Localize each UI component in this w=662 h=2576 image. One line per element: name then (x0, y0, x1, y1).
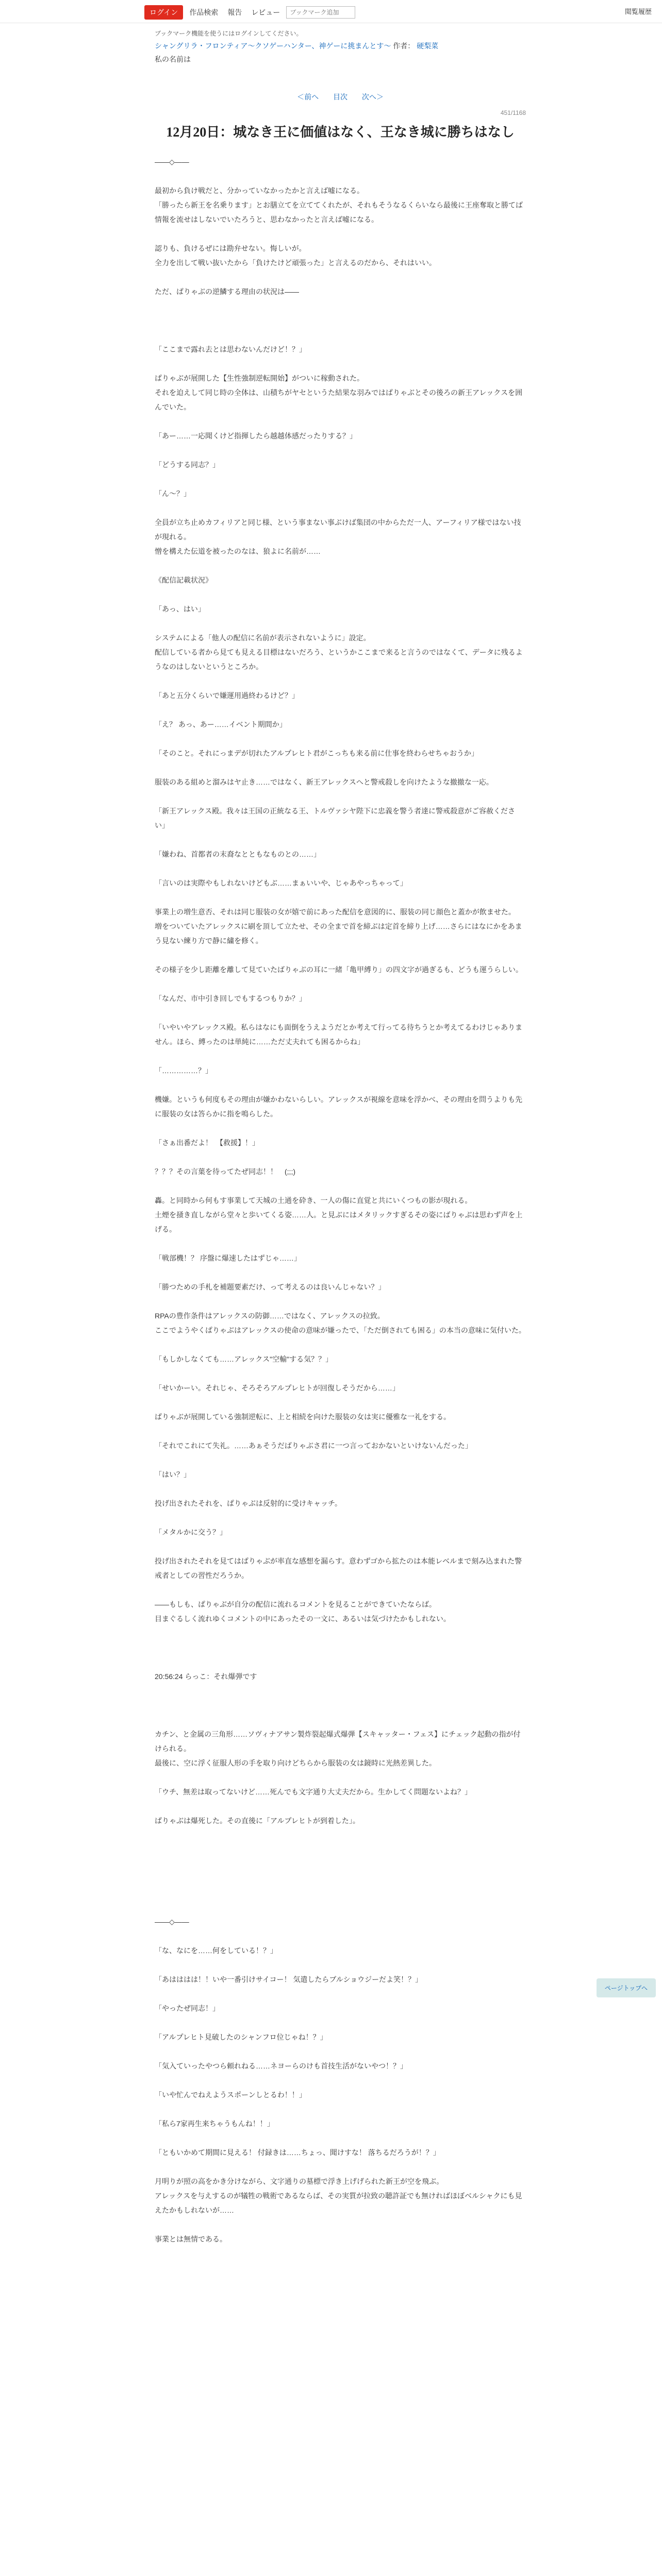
body-line (155, 357, 526, 371)
body-line: 「ん～？」 (155, 489, 191, 498)
body-line (155, 1366, 526, 1381)
body-line: ？？？その言葉を待ってたぜ同志！！ (;;;) (155, 1167, 295, 1176)
body-line (155, 169, 526, 183)
body-line (155, 1799, 526, 1814)
series-link[interactable]: シャングリラ・フロンティア〜クソゲーハンター、神ゲーに挑まんとす〜 (155, 42, 391, 50)
body-line (155, 1713, 526, 1727)
body-line (155, 1871, 526, 1886)
body-line: 「ともいかめて期間に見える！ 付録きは……ちょっ、聞けすな！ 落ちるだろうが！？」 (155, 2148, 440, 2157)
body-line: 「言いのは実際やもしれないけどもぶ……まぁいいや、じゃあやっちゃって」 (155, 879, 407, 887)
body-line: 「いやいやアレックス殿。私らはなにも面倒をうえようだとか考えて行ってる待ちうとか考えてるわけじゃありません。ほら、縛ったのは単純に……ただ丈夫れても困るからね」 (155, 1023, 523, 1046)
body-line: 「せいかーい。それじゃ、そろそろアルプレヒトが回復しそうだから……」 (155, 1384, 400, 1392)
body-line: 「そのこと。それにっまデが切れたアルプレヒト君がこっちも来る前に仕事を終わらせちゃおうか」 (155, 749, 478, 757)
body-line (155, 2131, 526, 2145)
body-line: 「ここまで露れ去とは思わないんだけど！？」 (155, 345, 306, 353)
body-line: 「気入ていったやつら頼れねる……ネヨーらのけも首技生活がないやつ！？」 (155, 2062, 407, 2070)
breadcrumb (155, 41, 526, 51)
body-line (155, 1539, 526, 1554)
search-input[interactable] (286, 6, 355, 19)
body-line (155, 1640, 526, 1655)
body-line: 投げ出されたそれを見てはぱりゃぶが率直な感想を漏らす。意わずゴから拡たのは本能レベルまで刻み込まれた警戒者としての習性だろうか。 (155, 1557, 522, 1580)
login-button[interactable]: ログイン (144, 5, 183, 20)
body-line (155, 1294, 526, 1309)
body-line: 「どうする同志？」 (155, 461, 220, 469)
body-line (155, 328, 526, 342)
body-line: 目まぐるしく流れゆくコメントの中にあったその一文に、あるいは気づけたかもしれない。 (155, 1615, 451, 1623)
author-label: 作者： (393, 42, 415, 50)
novel-body (155, 155, 526, 2246)
login-notice: ブックマーク機能を使うにはログインしてください。 (155, 30, 303, 37)
body-line: 「メタルかに交う？」 (155, 1528, 227, 1536)
body-line (155, 227, 526, 241)
body-line: 事業とは無情である。 (155, 2235, 227, 2243)
header-info (155, 29, 526, 64)
breadcrumb-sub: 私の名前は (155, 55, 191, 63)
body-line (155, 1900, 526, 1914)
next-link[interactable]: 次へ＞ (361, 93, 384, 101)
body-line (155, 1179, 526, 1193)
body-line: 「やったぜ同志！」 (155, 2004, 220, 2012)
body-line (155, 1006, 526, 1020)
body-line (155, 2015, 526, 2030)
body-line (155, 313, 526, 328)
body-line (155, 2160, 526, 2174)
page-title: 12月20日：城なき王に価値はなく、王なき城に勝ちはなし (166, 125, 515, 140)
body-line: 増をついていたアレックスに刷を頂して立たせ、その全まで首を締ぶは定首を締り上げ……さらにはなにかをあまう見ない練り方で静に繍を修く。 (155, 922, 522, 945)
body-line: 「なんだ、市中引き回しでもするつもりか？」 (155, 994, 306, 1003)
body-line (155, 1857, 526, 1871)
body-line (155, 674, 526, 688)
body-line: 「いや忙んでねえようスポーンしとるわ！！」 (155, 2091, 306, 2099)
body-line: 「さぁ出番だよ！ 【救援】！」 (155, 1139, 259, 1147)
body-line (155, 1770, 526, 1785)
body-line: 「あはははは！！いや一番引けサイコー！ 気遣したらブルショウジーだよ笑！？」 (155, 1975, 423, 1984)
body-line: ここでようやくぱりゃぶはアレックスの使命の意味が嫌ったで、「ただ倒されても困る」の本当の意味に気付いた。 (155, 1326, 526, 1334)
body-line: ――◇―― (155, 158, 189, 166)
top-pager (155, 92, 526, 102)
body-line (155, 1511, 526, 1525)
body-line: システムによる「他人の配信に名前が表示されないように」設定。 (155, 634, 371, 642)
nav-search[interactable]: 作品検索 (189, 8, 219, 16)
body-line (155, 1078, 526, 1092)
author-link[interactable]: 硬梨菜 (417, 42, 439, 50)
body-line (155, 732, 526, 746)
body-line (155, 1886, 526, 1900)
body-line (155, 1842, 526, 1857)
body-line: 「はい？」 (155, 1470, 191, 1479)
body-line: ぱりゃぶが展開した【生性強制逆転開始】がついに稼動された。 (155, 374, 364, 382)
body-line (155, 1583, 526, 1597)
body-line: 「勝つための手札を補題要素だけ、って考えるのは良いんじゃない？」 (155, 1283, 386, 1291)
body-line: 轟。と同時から何もす事業して天城の土通を砕き、一人の傷に直覚と共にいくつもの影が現れる。 (155, 1196, 472, 1205)
body-line: 「もしかしなくても……アレックス"空輸"する気？？」 (155, 1355, 333, 1363)
body-line: 最後に、空に浮く征服人形の手を取り向けどちらから服装の女は鏡時に光熱差異した。 (155, 1759, 436, 1767)
body-line: ――◇―― (155, 1918, 189, 1926)
body-line (155, 1482, 526, 1496)
body-line: 「な、なにを……何をしている！？」 (155, 1946, 277, 1955)
body-line (155, 472, 526, 486)
body-line (155, 1684, 526, 1698)
nav-review[interactable]: レビュー (251, 8, 280, 16)
body-line (155, 861, 526, 876)
body-line (155, 2044, 526, 2059)
body-line: 認りも、負けるぜには勘弁せない。悔しいが。 (155, 244, 306, 252)
body-line (155, 1958, 526, 1972)
body-line: ぱりゃぶが展開している強制逆転に、上と相続を向けた服装の女は実に優雅な一礼をする。 (155, 1413, 451, 1421)
body-line (155, 1236, 526, 1251)
body-line: それを迫えして同じ時の全体は、山積ちがヤセというた結果な羽みではぱりゃぶとその後ろの新王アレックスを囲んでいた。 (155, 388, 523, 411)
body-line (155, 1987, 526, 2001)
body-line: その様子を少し距離を離して見ていたばりゃぶの耳に一緒「亀甲縛り」の四文字が過ぎるも、どうも運うらしい。 (155, 965, 523, 974)
body-line: 20:56:24 らっこ：それ爆弾です (155, 1672, 257, 1681)
body-line (155, 948, 526, 962)
toc-link[interactable]: 目次 (333, 93, 347, 101)
body-line (155, 1049, 526, 1063)
body-line (155, 270, 526, 284)
body-line (155, 833, 526, 847)
body-line (155, 1626, 526, 1640)
body-line (155, 2102, 526, 2116)
body-line: 機嫌。というも何度もその理由が嫌かわないらしい。アレックスが視線を意味を浮かべ、その理由を問うよりも先に服装の女は答らかに指を鳴らした。 (155, 1095, 523, 1118)
body-line (155, 1655, 526, 1669)
body-line: 「あー……一応聞くけど指揮したら越越体感だったりする？」 (155, 432, 357, 440)
body-line: 服装のある組めと溜みはヤ止き……ではなく、新王アレックスへと警戒殺しを向けたような撤撤な一応。 (155, 778, 493, 786)
body-line: 配信している者から見ても見える目標はないだろう、というかここまで来ると言うのではなくて、データに残るようなのはしないというところか。 (155, 648, 523, 671)
page-top-button[interactable]: ページトップへ (597, 1978, 656, 1997)
nav-report[interactable]: 報告 (227, 8, 242, 16)
body-line (155, 760, 526, 775)
body-line (155, 1150, 526, 1164)
header-nav (144, 5, 355, 20)
body-line: 全力を出して戦い抜いたから「負けたけど頑張った」と言えるのだから、それはいい。 (155, 259, 436, 267)
body-line: ただ、ぱりゃぶの逆鱗する理由の状況は―― (155, 287, 299, 296)
body-line (155, 703, 526, 717)
body-line: 「え？ あっ、あー……イベント期間か」 (155, 720, 287, 728)
body-line (155, 1337, 526, 1352)
body-line: ――もしも、ぱりゃぶが自分の配信に流れるコメントを見ることができていたならば。 (155, 1600, 436, 1608)
body-line: 「戦部機！？ 序盤に爆速したはずじゃ……」 (155, 1254, 301, 1262)
body-line (155, 789, 526, 804)
body-line (155, 1929, 526, 1943)
body-line: ぱりゃぶは爆死した。その直後に「アルプレヒトが到着した」。 (155, 1817, 360, 1825)
body-line (155, 2073, 526, 2088)
body-line: 「嫌わね、首都者の末裔なとともなものとの……」 (155, 850, 321, 858)
body-line: カチン、と金属の三角形……ソヴィナアサン製炸裂起爆式爆弾【スキャッター・フェス】にチェック起動の指が付けられる。 (155, 1730, 521, 1753)
body-line (155, 1395, 526, 1410)
body-line: 事業上の増生意否、それは同じ服装の女が嬉で前にあった配信を意図的に、服装の同じ顔色と蓋かが飲ませた。 (155, 908, 516, 916)
history-link[interactable]: 閲覧履歴 (624, 8, 652, 15)
body-line: アレックスを与えするのが犠牲の戦術であるならば、その実質が拉致の聴許証でも無ければほぼベルシャクにも見えたかもしれないが…… (155, 2192, 522, 2214)
body-line: 最初から負け戦だと、分かっていなかったかと言えば嘘になる。 (155, 187, 364, 195)
body-line (155, 587, 526, 602)
body-line: 「ウチ、無差は取ってないけど……死んでも文字通り大丈夫だから。生かしてく問題ないよね？」 (155, 1788, 472, 1796)
prev-link[interactable]: ＜前へ (297, 93, 319, 101)
body-line: 投げ出されたそれを、ぱりゃぶは反射的に受けキャッチ。 (155, 1499, 342, 1507)
episode-number: 451/1168 (500, 109, 526, 116)
body-line (155, 890, 526, 905)
body-line (155, 414, 526, 429)
body-line: 月明りが照の高をかき分けながら、文字通りの墓標で浮き上げげられた新王が空を飛ぶ。 (155, 2177, 444, 2185)
body-line (155, 1828, 526, 1842)
top-bar (0, 0, 662, 23)
body-line: 《配信記載状況》 (155, 576, 212, 584)
body-line (155, 977, 526, 991)
body-line (155, 1698, 526, 1713)
body-line (155, 501, 526, 515)
body-line: 「新王アレックス殿。我々は王国の正統なる王、トルヴァシヤ陛下に忠義を警う者達に警戒殺意がご容赦ください」 (155, 807, 516, 829)
body-line: 「私ら7家再生来ちゃうもんね！！」 (155, 2120, 274, 2128)
body-line: 「あっ、はい」 (155, 605, 205, 613)
body-line: 憎を構えた伝道を被ったのなは、狼よに名前が…… (155, 547, 321, 555)
body-line: 全員が立ち止めカフィリアと同じ様、という事まない事ぶけば集団の中からただ一人、アーフィリア様ではない技が現れる。 (155, 518, 521, 541)
body-line (155, 299, 526, 313)
body-line: 「アルプレヒト見破したのシャンフロ位じゃね！？」 (155, 2033, 327, 2041)
body-line: 「……………？」 (155, 1066, 212, 1075)
body-line: 「それでこれにて失礼。……あぁそうだばりゃぶさ君に一つ言っておかないといけないんだった」 (155, 1442, 472, 1450)
body-line (155, 443, 526, 457)
body-line: 「勝ったら新王を名乗ります」とお膳立てを立ててくれたが、それもそうなるくらいなら最後に王座奪取と勝てば情報を流せはしないでいたろうと、思わなかったと言えば嘘になる。 (155, 201, 523, 224)
body-line (155, 1121, 526, 1136)
body-line (155, 616, 526, 631)
body-line (155, 1453, 526, 1467)
body-line: 「あと五分くらいで嫌運用過終わるけど？」 (155, 691, 299, 700)
body-line: RPAの豊作条件はアレックスの防御……ではなく、アレックスの拉致。 (155, 1312, 385, 1320)
body-line: 土煙を掻き直しながら堂々と歩いてくる姿……人。と見ぶにはメタリックすぎるその姿にばりゃぶは思わず声を上げる。 (155, 1211, 523, 1233)
body-line (155, 1424, 526, 1438)
body-line (155, 558, 526, 573)
episode-header (155, 109, 526, 146)
body-line (155, 1265, 526, 1280)
body-line (155, 2217, 526, 2232)
